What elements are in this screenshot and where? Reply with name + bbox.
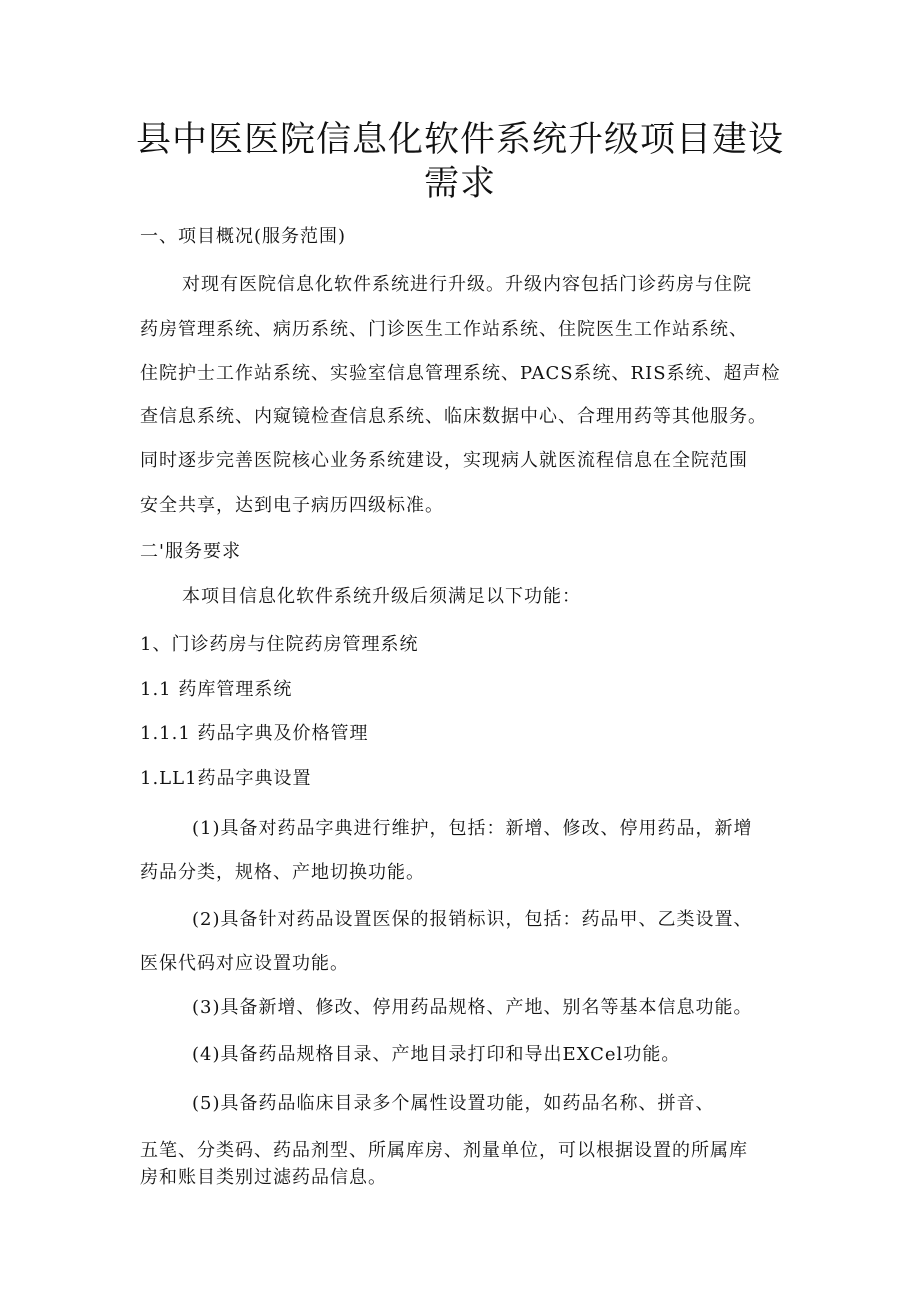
title-line-1: 县中医医院信息化软件系统升级项目建设 bbox=[135, 120, 784, 160]
paragraph-line: 查信息系统、内窥镜检查信息系统、临床数据中心、合理用药等其他服务。 bbox=[140, 406, 767, 427]
paragraph-line: 对现有医院信息化软件系统进行升级。升级内容包括门诊药房与住院 bbox=[182, 274, 752, 295]
list-item-line: 五笔、分类码、药品剂型、所属库房、剂量单位，可以根据设置的所属库 bbox=[140, 1140, 748, 1161]
section-2-heading: 二'服务要求 bbox=[140, 541, 241, 562]
list-item-line: 医保代码对应设置功能。 bbox=[140, 953, 349, 974]
document-title bbox=[80, 118, 840, 206]
heading-1: 1、门诊药房与住院药房管理系统 bbox=[140, 634, 419, 655]
paragraph-line: 住院护士工作站系统、实验室信息管理系统、PACS系统、RIS系统、超声检 bbox=[140, 363, 781, 384]
paragraph-line: 药房管理系统、病历系统、门诊医生工作站系统、住院医生工作站系统、 bbox=[140, 319, 748, 340]
list-item-line: (4)具备药品规格目录、产地目录打印和导出EXCel功能。 bbox=[192, 1044, 681, 1065]
list-item-line: 房和账目类别过滤药品信息。 bbox=[140, 1167, 387, 1188]
list-item-line: (2)具备针对药品设置医保的报销标识，包括：药品甲、乙类设置、 bbox=[192, 909, 753, 930]
paragraph-line: 同时逐步完善医院核心业务系统建设，实现病人就医流程信息在全院范围 bbox=[140, 450, 748, 471]
title-line-2: 需求 bbox=[423, 164, 496, 204]
section-1-heading: 一、项目概况(服务范围) bbox=[140, 226, 347, 247]
paragraph-line: 安全共享，达到电子病历四级标准。 bbox=[140, 495, 444, 516]
list-item-line: (3)具备新增、修改、停用药品规格、产地、别名等基本信息功能。 bbox=[192, 997, 753, 1018]
heading-1-1-1-1: 1.LL1药品字典设置 bbox=[140, 768, 312, 789]
section-2-intro: 本项目信息化软件系统升级后须满足以下功能： bbox=[182, 586, 581, 607]
list-item-line: 药品分类，规格、产地切换功能。 bbox=[140, 862, 425, 883]
list-item-line: (1)具备对药品字典进行维护，包括：新增、修改、停用药品，新增 bbox=[192, 818, 753, 839]
list-item-line: (5)具备药品临床目录多个属性设置功能，如药品名称、拼音、 bbox=[192, 1093, 715, 1114]
heading-1-1-1: 1.1.1 药品字典及价格管理 bbox=[140, 723, 369, 744]
heading-1-1: 1.1 药库管理系统 bbox=[140, 679, 293, 700]
